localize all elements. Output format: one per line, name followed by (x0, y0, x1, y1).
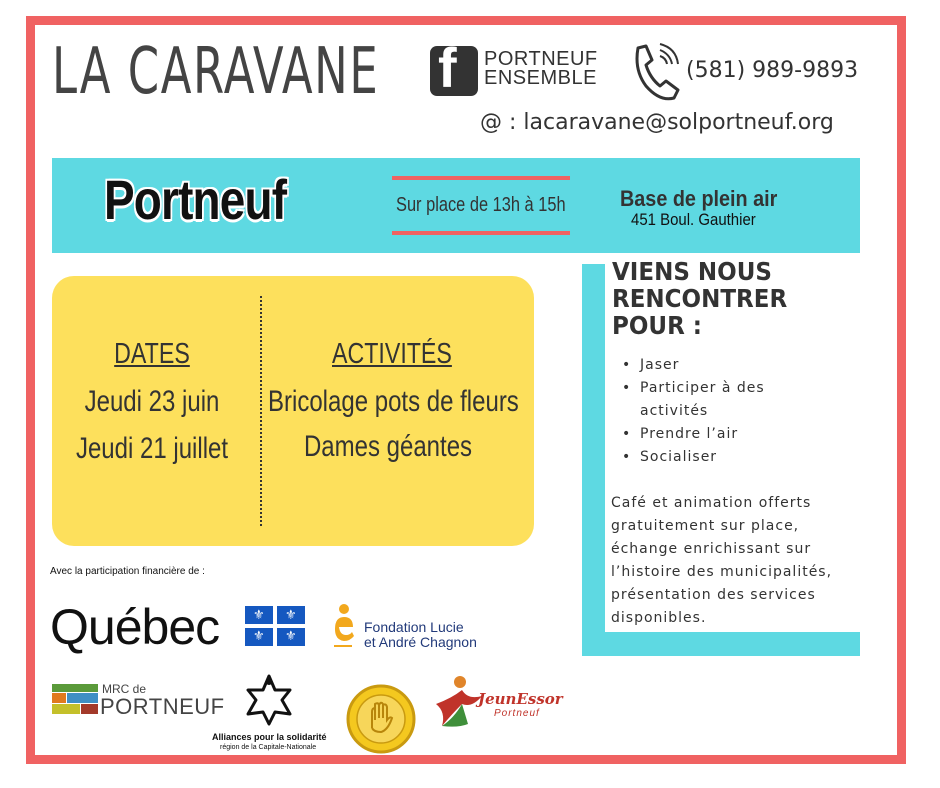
phone-icon (630, 42, 680, 102)
facebook-page-line2: ENSEMBLE (484, 67, 597, 89)
quebec-wordmark: Québec (50, 599, 220, 655)
seal-icon (346, 684, 416, 754)
mrc-label-big: PORTNEUF (100, 694, 225, 719)
date-item-2: Jeudi 21 juillet (75, 432, 229, 465)
reasons-list (622, 354, 840, 469)
mrc-label-small: MRC de (102, 682, 147, 696)
side-title-line-2: RENCONTRER (612, 284, 788, 313)
mrc-logo-icon (52, 684, 98, 714)
facebook-page-name[interactable] (484, 50, 598, 88)
list-item: • Participer à des activités (622, 377, 790, 423)
location-name: Portneuf (104, 168, 287, 231)
fondation-line-2: et André Chagnon (364, 634, 477, 650)
list-item: • Jaser (622, 354, 840, 377)
email-address[interactable]: @ : lacaravane@solportneuf.org (480, 110, 834, 135)
funding-intro: Avec la participation financière de : (50, 566, 205, 577)
alliances-region: région de la Capitale-Nationale (220, 744, 317, 751)
side-title-line-1: VIENS NOUS (612, 257, 772, 286)
dates-heading: DATES (114, 338, 190, 370)
hours-text: Sur place de 13h à 15h (396, 194, 566, 216)
jeunessor-logo-icon (432, 674, 484, 730)
fondation-line-1: Fondation Lucie (364, 619, 464, 635)
activities-heading: ACTIVITÉS (332, 338, 452, 370)
activity-item-2: Dames géantes (303, 430, 473, 463)
hours-top-rule (392, 176, 570, 180)
facebook-f-glyph: f (438, 36, 457, 99)
jeunessor-name: JeunEssor (478, 690, 563, 708)
venue-address: 451 Boul. Gauthier (631, 210, 756, 229)
date-item-1: Jeudi 23 juin (84, 385, 220, 418)
side-description: Café et animation offerts gratuitement sur place, échange enrichissant sur l’histoire des municipalités, présentation des services disponibles. (611, 495, 833, 626)
list-item: • Prendre l’air (622, 423, 840, 446)
phone-number[interactable]: (581) 989-9893 (686, 58, 859, 83)
fondation-name (364, 620, 477, 650)
venue-name: Base de plein air (620, 186, 778, 211)
list-item: • Socialiser (622, 446, 840, 469)
poster-title: LA CARAVANE (52, 35, 380, 109)
alliances-star-icon (244, 674, 294, 726)
activity-item-1: Bricolage pots de fleurs (268, 385, 519, 418)
side-title-line-3: POUR : (612, 311, 703, 340)
facebook-page-line1: PORTNEUF (484, 48, 598, 70)
side-title (612, 258, 787, 339)
hours-bottom-rule (392, 231, 570, 235)
quebec-flag-icon: ⚜ ⚜ ⚜ ⚜ (245, 606, 305, 646)
alliances-name: Alliances pour la solidarité (212, 732, 327, 742)
jeunessor-place: Portneuf (494, 708, 540, 719)
fondation-logo-icon (332, 603, 356, 653)
schedule-divider (260, 296, 262, 526)
